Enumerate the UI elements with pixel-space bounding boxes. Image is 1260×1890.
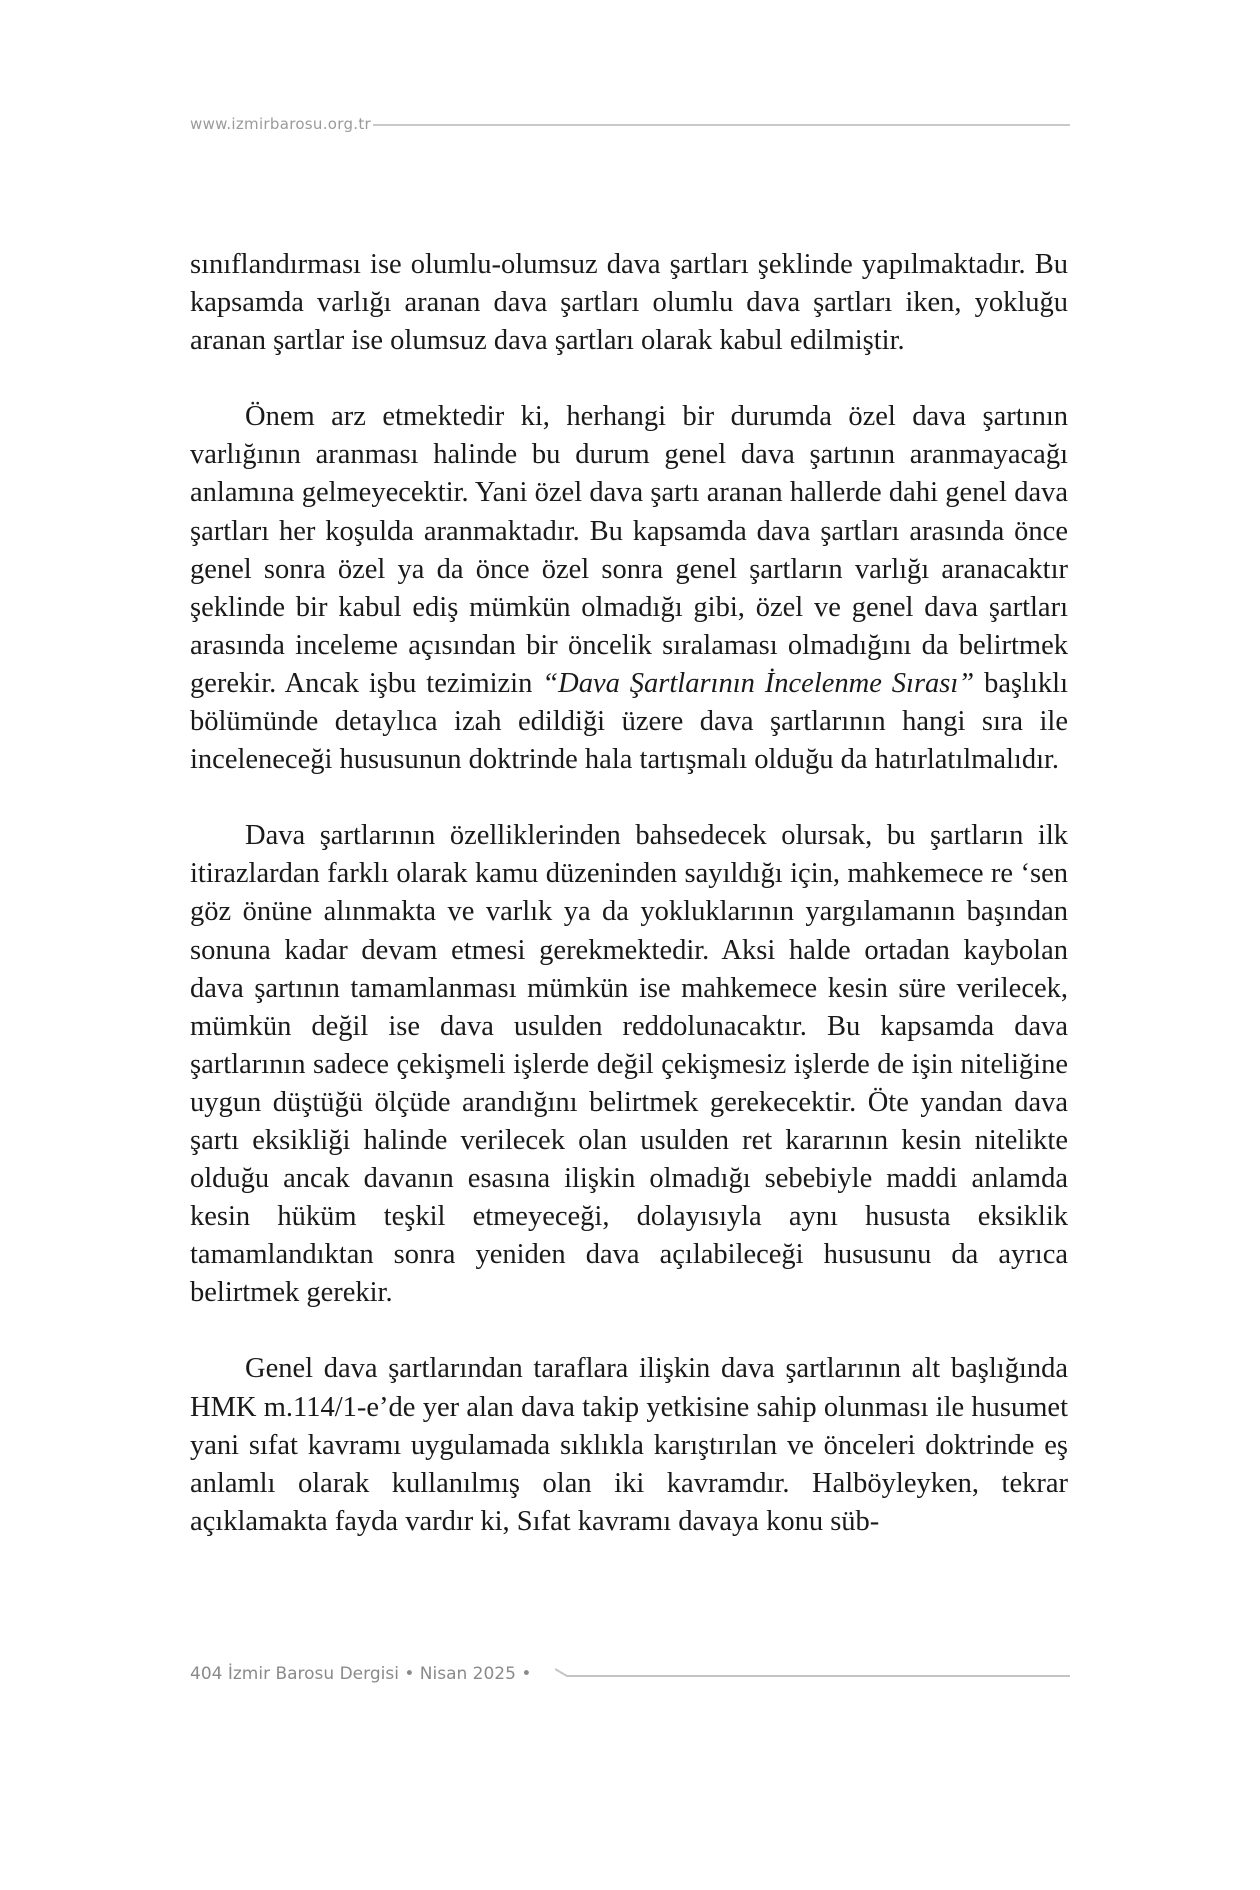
footer-rule (555, 1668, 1070, 1678)
paragraph-2-italic-title: “Dava Şartlarının İncelenme Sırası” (542, 667, 975, 699)
paragraph-2 (190, 398, 1068, 779)
paragraph-2-text-b: başlıklı bölümünde detaylıca izah edildiği üzere dava şartlarının hangi sıra ile inceleneceği hususunun doktrinde hala tartışmalı olduğu da hatırlatılmalıdır. (190, 667, 1068, 776)
header-rule (373, 124, 1070, 126)
page-header (190, 110, 1070, 140)
page-footer (190, 1656, 1070, 1690)
article-body (190, 246, 1068, 1579)
header-url: www.izmirbarosu.org.tr (190, 115, 372, 133)
paragraph-4: Genel dava şartlarından taraflara ilişkin dava şartlarının alt başlığında HMK m.114/1-e’de yer alan dava takip yetkisine sahip olunması ile husumet yani sıfat kavramı uygulamada sıklıkla karıştırılan ve önceleri doktrinde eş anlamlı olarak kullanılmış olan iki kavramdır. Halböyleyken, tekrar açıklamakta fayda vardır ki, Sıfat kavramı davaya konu süb- (190, 1353, 1068, 1537)
footer-rule-line (555, 1668, 1070, 1678)
paragraph-2-text-a: Önem arz etmektedir ki, herhangi bir durumda özel dava şartının varlığının aranması halinde bu durum genel dava şartının aranmayacağı anlamına gelmeyecektir. Yani özel dava şartı aranan hallerde dahi genel dava şartları her koşulda aranmaktadır. Bu kapsamda dava şartları arasında önce genel sonra özel ya da önce özel sonra genel şartların varlığı aranacaktır şeklinde bir kabul ediş mümkün olmadığı gibi, özel ve genel dava şartları arasında inceleme açısından bir öncelik sıralaması olmadığını da belirtmek gerekir. Ancak işbu tezimizin (190, 401, 1068, 699)
paragraph-1: sınıflandırması ise olumlu-olumsuz dava şartları şeklinde yapılmaktadır. Bu kapsamda varlığı aranan dava şartları olumlu dava şartları iken, yokluğu aranan şartlar ise olumsuz dava şartları olarak kabul edilmiştir. (190, 249, 1068, 357)
footer-text: 404 İzmir Barosu Dergisi • Nisan 2025 • (190, 1664, 532, 1684)
paragraph-3: Dava şartlarının özelliklerinden bahsedecek olursak, bu şartların ilk itirazlardan farklı olarak kamu düzeninden sayıldığı için, mahkemece re ‘sen göz önüne alınmakta ve varlık ya da yokluklarının yargılamanın başından sonuna kadar devam etmesi gerekmektedir. Aksi halde ortadan kaybolan dava şartının tamamlanması mümkün ise mahkemece kesin süre verilecek, mümkün değil ise dava usulden reddolunacaktır. Bu kapsamda dava şartlarının sadece çekişmeli işlerde değil çekişmesiz işlerde de işin niteliğine uygun düştüğü ölçüde arandığını belirtmek gerekecektir. Öte yandan dava şartı eksikliği halinde verilecek olan usulden ret kararının kesin nitelikte olduğu ancak davanın esasına ilişkin olmadığı sebebiyle maddi anlamda kesin hüküm teşkil etmeyeceği, dolayısıyla aynı hususta eksiklik tamamlandıktan sonra yeniden dava açılabileceği hususunu da ayrıca belirtmek gerekir. (190, 820, 1068, 1309)
